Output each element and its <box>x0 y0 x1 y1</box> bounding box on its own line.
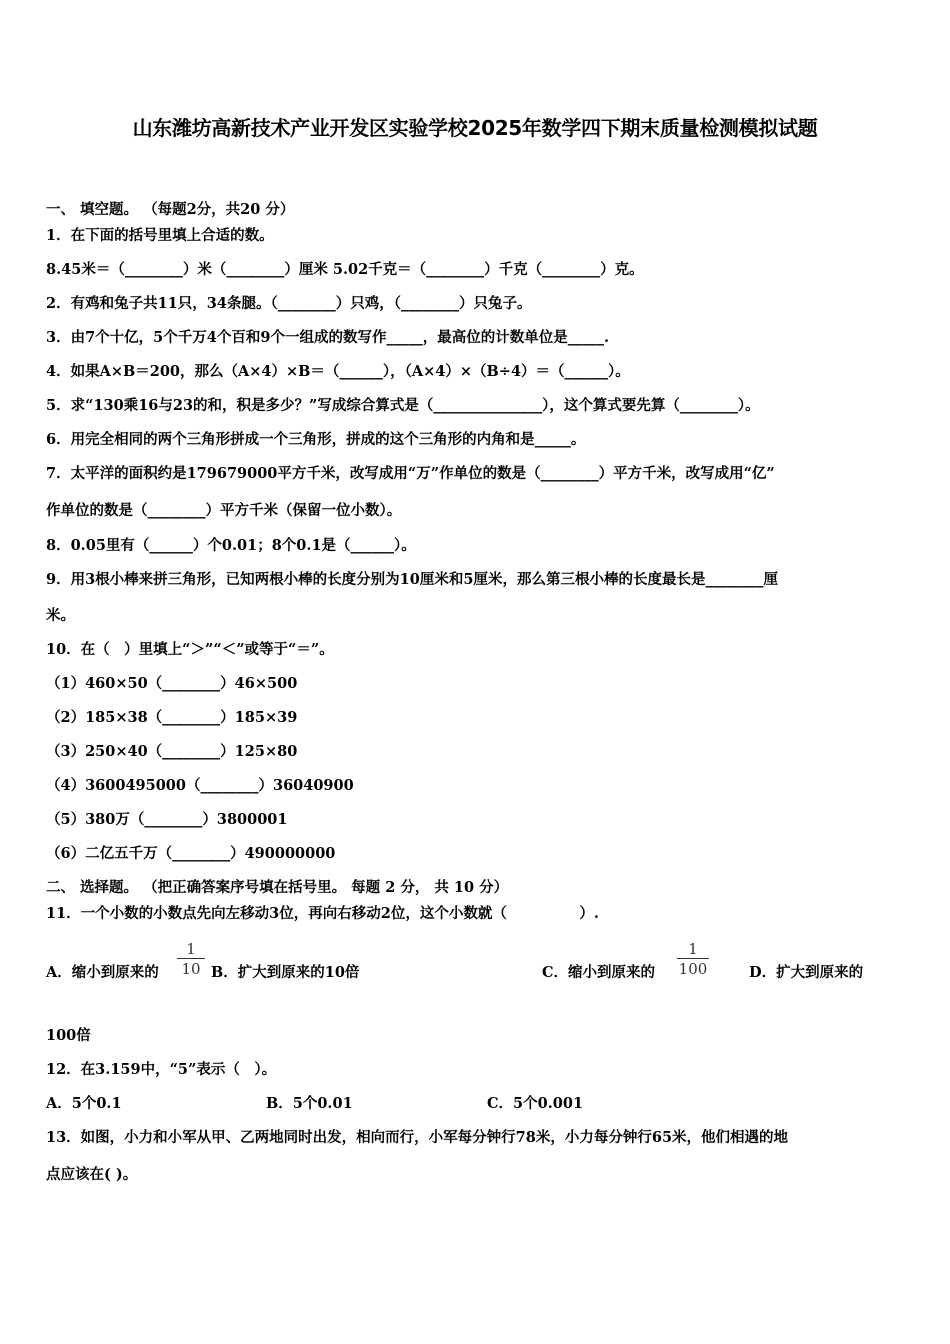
question-10-item-5: （5）380万（________）3800001 <box>46 811 288 828</box>
q11-option-d: D．扩大到原来的 <box>749 964 864 981</box>
question-9-line2: 米。 <box>46 607 75 624</box>
question-10-item-6: （6）二亿五千万（________）490000000 <box>46 845 336 862</box>
question-9-line1: 9．用3根小棒来拼三角形，已知两根小棒的长度分别为10厘米和5厘米，那么第三根小棒的长度最长是________厘 <box>46 571 778 588</box>
q11-option-a-fraction <box>176 940 206 979</box>
question-3: 3．由7个十亿，5个千万4个百和9个一组成的数写作_____，最高位的计数单位是_____. <box>46 329 609 346</box>
question-5: 5．求“130乘16与23的和，积是多少？”写成综合算式是（_______________），这个算式要先算（________）。 <box>46 397 760 414</box>
question-1-content: 8.45米＝（________）米（________）厘米 5.02千克＝（________）千克（________）克。 <box>46 261 644 278</box>
question-2: 2．有鸡和兔子共11只，34条腿。（________）只鸡，（________）只兔子。 <box>46 295 532 312</box>
question-6: 6．用完全相同的两个三角形拼成一个三角形，拼成的这个三角形的内角和是_____。 <box>46 431 586 448</box>
fraction-numerator: 1 <box>688 940 698 958</box>
page-title: 山东潍坊高新技术产业开发区实验学校2025年数学四下期末质量检测模拟试题 <box>132 116 818 140</box>
section2-header: 二、 选择题。 （把正确答案序号填在括号里。 每题 2 分， 共 10 分） <box>46 879 509 896</box>
q12-option-c: C．5个0.001 <box>487 1095 584 1112</box>
question-10-item-3: （3）250×40（________）125×80 <box>46 743 298 760</box>
question-1: 1．在下面的括号里填上合适的数。 <box>46 227 274 244</box>
question-7-line1: 7．太平洋的面积约是179679000平方千米，改写成用“万”作单位的数是（________）平方千米，改写成用“亿” <box>46 465 775 482</box>
q11-option-b: B．扩大到原来的10倍 <box>211 964 360 981</box>
question-8: 8．0.05里有（______）个0.01；8个0.1是（______）。 <box>46 537 416 554</box>
question-10: 10．在（ ）里填上“＞”“＜”或等于“＝”。 <box>46 641 334 658</box>
q12-option-a: A．5个0.1 <box>46 1095 122 1112</box>
question-13-line2: 点应该在( )。 <box>46 1166 138 1183</box>
fraction-numerator: 1 <box>186 940 196 958</box>
question-4: 4．如果A×B＝200，那么（A×4）×B＝（______），（A×4）×（B÷4）＝（______）。 <box>46 363 630 380</box>
q12-option-b: B．5个0.01 <box>266 1095 353 1112</box>
question-11: 11．一个小数的小数点先向左移动3位，再向右移动2位，这个小数就（ ）. <box>46 905 599 922</box>
question-10-item-2: （2）185×38（________）185×39 <box>46 709 298 726</box>
question-7-line2: 作单位的数是（________）平方千米（保留一位小数）。 <box>46 502 402 519</box>
question-12: 12．在3.159中，“5”表示（ ）。 <box>46 1061 277 1078</box>
fraction-denominator: 10 <box>181 960 201 978</box>
q11-option-d-continued: 100倍 <box>46 1027 91 1044</box>
section1-header: 一、 填空题。 （每题2分，共20 分） <box>46 201 295 218</box>
q11-option-c-fraction <box>676 940 710 979</box>
question-10-item-4: （4）3600495000（________）36040900 <box>46 777 354 794</box>
fraction-denominator: 100 <box>678 960 708 978</box>
q11-option-a: A．缩小到原来的 <box>46 964 159 981</box>
q11-option-c: C．缩小到原来的 <box>542 964 656 981</box>
question-10-item-1: （1）460×50（________）46×500 <box>46 675 298 692</box>
question-13-line1: 13．如图，小力和小军从甲、乙两地同时出发，相向而行，小军每分钟行78米，小力每分钟行65米，他们相遇的地 <box>46 1129 789 1146</box>
